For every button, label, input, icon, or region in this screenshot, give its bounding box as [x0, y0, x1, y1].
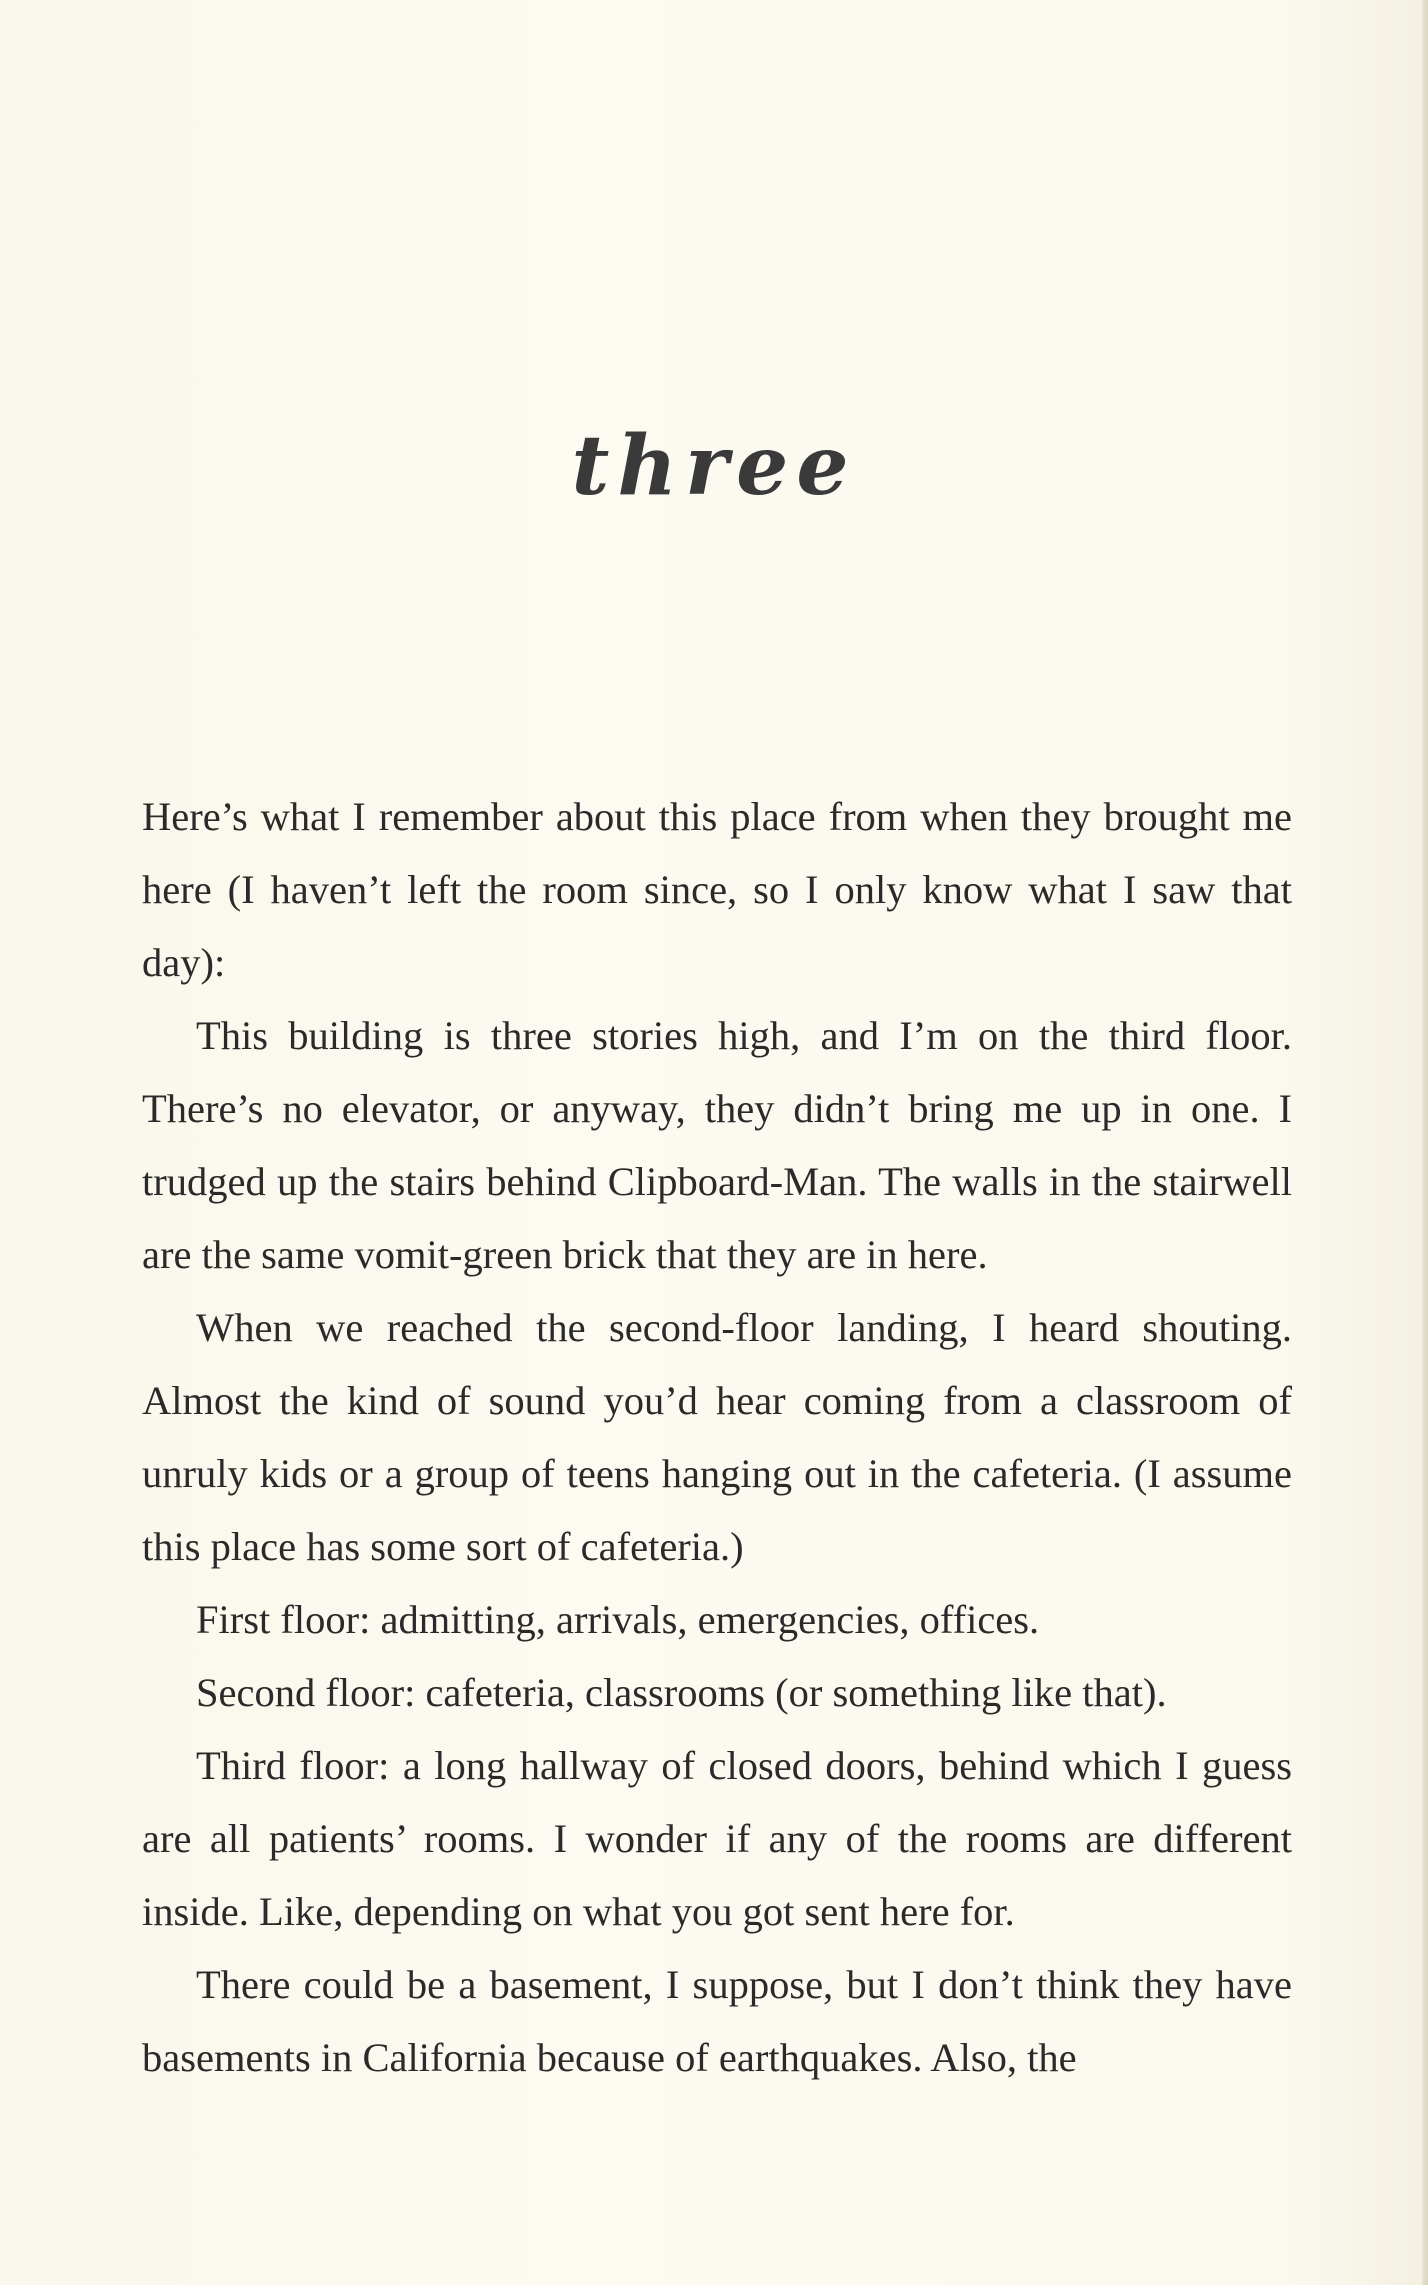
page-edge	[1422, 0, 1428, 2285]
paragraph: First floor: admitting, arrivals, emergencies, offices.	[196, 1597, 1040, 1642]
paragraph: When we reached the second-floor landing, I heard shouting. Almost the kind of sound you’d hear coming from a classroom of unruly kids or a group of teens hanging out in the cafeteria. (I assume this place has some sort of cafeteria.)	[142, 1305, 1292, 1569]
paragraph: This building is three stories high, and I’m on the third floor. There’s no elevator, or anyway, they didn’t bring me up in one. I trudged up the stairs behind Clipboard-Man. The walls in the stairwell are the same vomit-green brick that they are in here.	[142, 1013, 1292, 1277]
chapter-body	[142, 780, 1292, 2094]
paragraph: Third floor: a long hallway of closed doors, behind which I guess are all patients’ rooms. I wonder if any of the rooms are different inside. Like, depending on what you got sent here for.	[142, 1743, 1292, 1934]
paragraph: Here’s what I remember about this place from when they brought me here (I haven’t left the room since, so I only know what I saw that day):	[142, 794, 1292, 985]
paragraph: There could be a basement, I suppose, but I don’t think they have basements in California because of earthquakes. Also, the	[142, 1962, 1292, 2080]
chapter-title: three	[571, 418, 857, 514]
paragraph: Second floor: cafeteria, classrooms (or something like that).	[196, 1670, 1167, 1715]
